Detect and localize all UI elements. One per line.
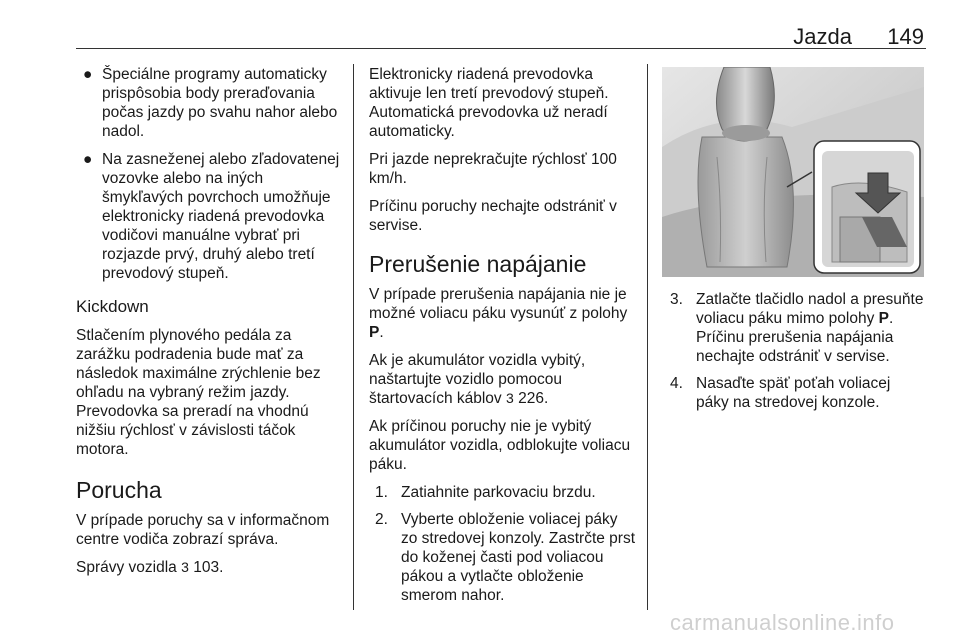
reference-arrow-icon: 3 bbox=[506, 390, 514, 406]
left-column bbox=[76, 65, 344, 586]
watermark: carmanualsonline.info bbox=[670, 610, 895, 635]
fault-heading: Porucha bbox=[76, 477, 162, 503]
list-item: 1. Zatiahnite parkovaciu brzdu. bbox=[375, 484, 596, 501]
list-item: 4. Nasaďte späť poťah voliacej páky na stredovej konzole. bbox=[670, 375, 891, 411]
fault-reference: Správy vozidla 3 103. bbox=[76, 559, 224, 576]
list-item: 3. Zatlačte tlačidlo nadol a presuňte voliacu páku mimo polohy P. Príčinu prerušenia napájania nechajte odstrániť v servise. bbox=[670, 291, 924, 365]
gear-selector-illustration bbox=[662, 67, 924, 277]
bullet-item: ● Na zasneženej alebo zľadovatenej vozovke alebo na iných šmykľavých povrchoch umožňuje elektronicky riadená prevodovka vodičovi manuálne vybrať pri rozjazde prvý, druhý alebo tretí prevodový stupeň. bbox=[83, 151, 340, 282]
column-divider-right bbox=[647, 64, 648, 610]
paragraph: Ak príčinou poruchy nie je vybitý akumulátor vozidla, odblokujte voliacu páku. bbox=[369, 418, 631, 473]
fault-text: V prípade poruchy sa v informačnom centre vodiča zobrazí správa. bbox=[76, 512, 330, 548]
paragraph: Elektronicky riadená prevodovka aktivuje len tretí prevodový stupeň. Automatická prevodovka už neradí automaticky. bbox=[369, 66, 609, 140]
bullet-icon: ● bbox=[83, 66, 93, 83]
kickdown-heading: Kickdown bbox=[76, 297, 149, 316]
paragraph: Pri jazde neprekračujte rýchlosť 100 km/h. bbox=[369, 151, 617, 187]
bullet-icon: ● bbox=[83, 151, 93, 168]
paragraph: Príčinu poruchy nechajte odstrániť v servise. bbox=[369, 198, 617, 234]
bullet-item: ● Špeciálne programy automaticky prispôsobia body preraďovania počas jazdy po svahu nahor alebo nadol. bbox=[83, 66, 338, 140]
kickdown-text: Stlačením plynového pedála za zarážku podradenia bude mať za následok maximálne zrýchlenie bez ohľadu na vybraný režim jazdy. Prevodovka sa preradí na vhodnú nižšiu rýchlosť v závislosti táčok motora. bbox=[76, 327, 321, 458]
power-heading: Prerušenie napájanie bbox=[369, 251, 587, 277]
section-title: Jazda bbox=[793, 24, 852, 49]
middle-column bbox=[369, 65, 637, 613]
page-number: 149 bbox=[887, 24, 924, 49]
page-header bbox=[76, 16, 924, 50]
reference-arrow-icon: 3 bbox=[181, 559, 189, 575]
paragraph: V prípade prerušenia napájania nie je možné voliacu páku vysunúť z polohy P. bbox=[369, 286, 628, 341]
paragraph: Ak je akumulátor vozidla vybitý, naštartujte vozidlo pomocou štartovacích káblov 3 226. bbox=[369, 352, 586, 407]
column-divider-left bbox=[353, 64, 354, 610]
gear-lever-image bbox=[662, 67, 924, 277]
header-rule bbox=[76, 48, 926, 49]
right-column bbox=[670, 290, 926, 420]
list-item: 2. Vyberte obloženie voliacej páky zo stredovej konzoly. Zastrčte prst do koženej časti pod voliacou pákou a vytlačte obloženie smerom nahor. bbox=[375, 511, 636, 604]
